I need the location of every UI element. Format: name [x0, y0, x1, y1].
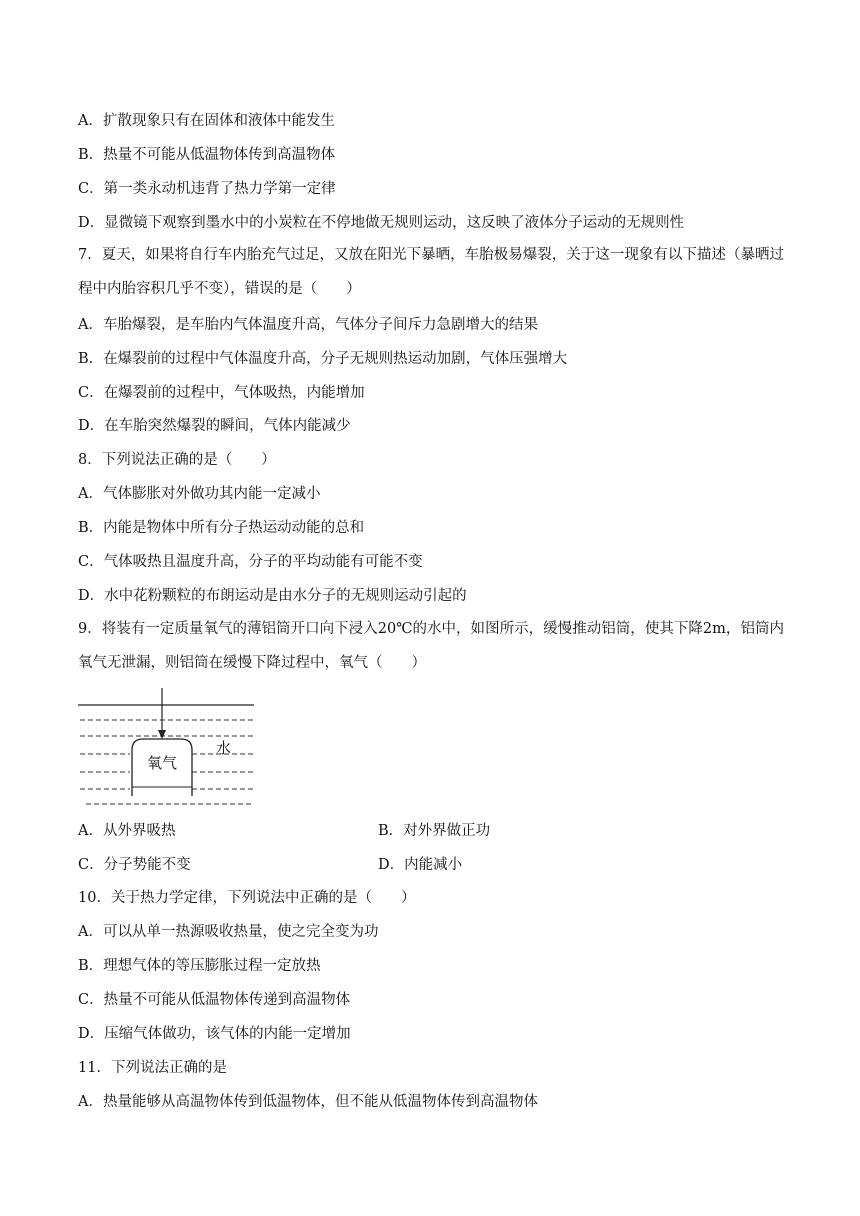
q10-option-b: B．理想气体的等压膨胀过程一定放热: [78, 958, 321, 974]
q7-option-a: A．车胎爆裂，是车胎内气体温度升高，气体分子间斥力急剧增大的结果: [78, 317, 538, 333]
q8-option-c: C．气体吸热且温度升高，分子的平均动能有可能不变: [78, 554, 423, 570]
water-label: 水: [216, 739, 232, 757]
q10-option-d: D．压缩气体做功，该气体的内能一定增加: [78, 1026, 351, 1042]
q8-stem: 8．下列说法正确的是（ ）: [78, 452, 276, 468]
q7-option-b: B．在爆裂前的过程中气体温度升高，分子无规则热运动加剧，气体压强增大: [78, 351, 568, 367]
gas-label: 氧气: [147, 754, 178, 772]
push-arrow-head: [158, 730, 166, 739]
q7-option-c: C．在爆裂前的过程中，气体吸热，内能增加: [78, 385, 365, 401]
q11-stem: 11．下列说法正确的是: [78, 1060, 227, 1076]
q10-option-a: A．可以从单一热源吸收热量，使之完全变为功: [78, 924, 379, 940]
q10-stem: 10．关于热力学定律，下列说法中正确的是（ ）: [78, 890, 416, 906]
q7-stem: 7．夏天，如果将自行车内胎充气过足，又放在阳光下暴晒，车胎极易爆裂，关于这一现象有以下描述（暴晒过程中内胎容积几乎不变），错误的是（ ）: [78, 247, 784, 297]
q6-option-d: D．显微镜下观察到墨水中的小炭粒在不停地做无规则运动，这反映了液体分子运动的无规则性: [78, 215, 685, 231]
q8-option-a: A．气体膨胀对外做功其内能一定减小: [78, 486, 321, 502]
q7-option-d: D．在车胎突然爆裂的瞬间，气体内能减少: [78, 418, 351, 434]
q9-option-b: B．对外界做正功: [378, 823, 491, 839]
q10-option-c: C．热量不可能从低温物体传递到高温物体: [78, 992, 351, 1008]
q11-option-a: A．热量能够从高温物体传到低温物体，但不能从低温物体传到高温物体: [78, 1094, 538, 1110]
q9-stem: 9．将装有一定质量氧气的薄铝筒开口向下浸入20℃的水中，如图所示，缓慢推动铝筒，使其下降2m，铝筒内氧气无泄漏，则铝筒在缓慢下降过程中，氧气（ ）: [78, 621, 784, 671]
q6-option-c: C．第一类永动机违背了热力学第一定律: [78, 181, 336, 197]
q8-option-d: D．水中花粉颗粒的布朗运动是由水分子的无规则运动引起的: [78, 588, 467, 604]
q8-option-b: B．内能是物体中所有分子热运动动能的总和: [78, 520, 365, 536]
q9-option-c: C．分子势能不变: [78, 857, 191, 873]
cylinder-in-water-figure: [76, 688, 260, 812]
q6-option-b: B．热量不可能从低温物体传到高温物体: [78, 147, 336, 163]
q9-option-a: A．从外界吸热: [78, 823, 176, 839]
q6-option-a: A．扩散现象只有在固体和液体中能发生: [78, 113, 335, 129]
q9-option-d: D．内能减小: [378, 857, 463, 873]
